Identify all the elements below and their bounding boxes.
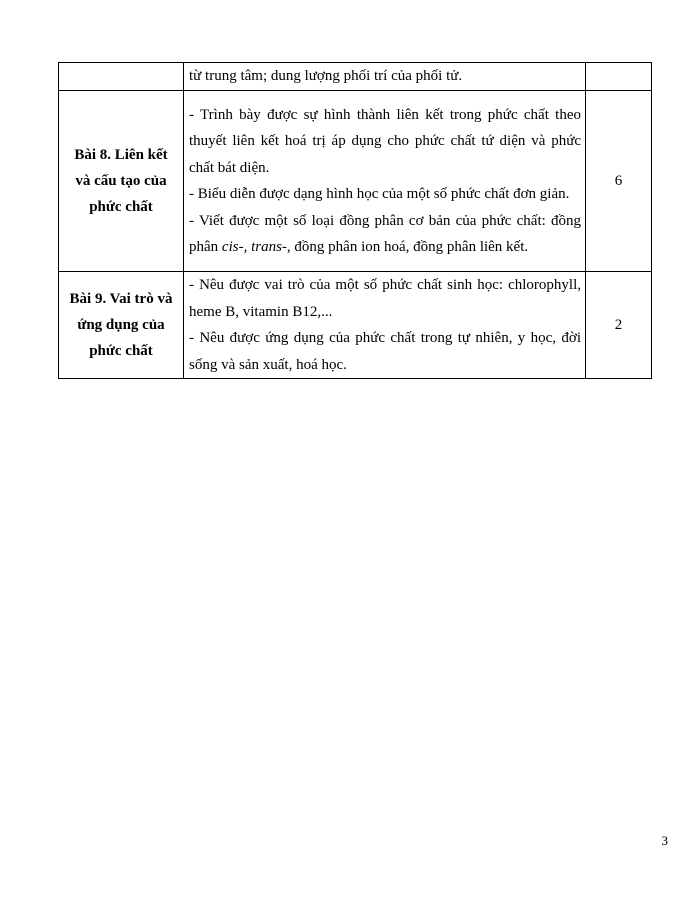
content-text: từ trung tâm; dung lượng phối trí của phối tử. (189, 68, 463, 85)
content-italic-text: cis-, trans- (221, 239, 287, 255)
content-cell (184, 272, 586, 379)
content-item: - Nêu được vai trò của một số phức chất sinh học: chlorophyll, heme B, vitamin B12,... (189, 277, 581, 320)
content-item: - Nêu được ứng dụng của phức chất trong tự nhiên, y học, đời sống và sản xuất, hoá học. (189, 330, 581, 373)
lesson-title-line: và cấu tạo của (75, 173, 167, 189)
lesson-title-line: phức chất (89, 199, 153, 215)
hours-cell: 2 (586, 272, 652, 379)
hours-cell (586, 63, 652, 91)
content-text: , đồng phân ion hoá, đồng phân liên kết. (286, 239, 529, 255)
table-row (59, 272, 652, 379)
curriculum-table (58, 62, 652, 379)
lesson-title-line: phức chất (89, 343, 153, 359)
lesson-title-cell (59, 91, 184, 272)
content-item (189, 208, 581, 261)
lesson-title-line: Bài 9. Vai trò và (69, 291, 173, 307)
content-cell (184, 63, 586, 91)
page-number: 3 (661, 833, 668, 848)
table-row (59, 63, 652, 91)
content-item: - Trình bày được sự hình thành liên kết trong phức chất theo thuyết liên kết hoá trị áp dụng cho phức chất tứ diện và phức chất bát diện. (189, 106, 581, 176)
lesson-title-cell (59, 272, 184, 379)
lesson-title-line: ứng dụng của (77, 317, 165, 333)
lesson-title-line: Bài 8. Liên kết (74, 147, 168, 163)
lesson-cell-empty (59, 63, 184, 91)
hours-cell: 6 (586, 91, 652, 272)
content-item: - Biểu diễn được dạng hình học của một số phức chất đơn giản. (189, 186, 570, 202)
content-text: - Viết được một số loại đồng phân cơ bản của phức chất: đồng phân (189, 212, 581, 255)
content-cell (184, 91, 586, 272)
table-row (59, 91, 652, 272)
